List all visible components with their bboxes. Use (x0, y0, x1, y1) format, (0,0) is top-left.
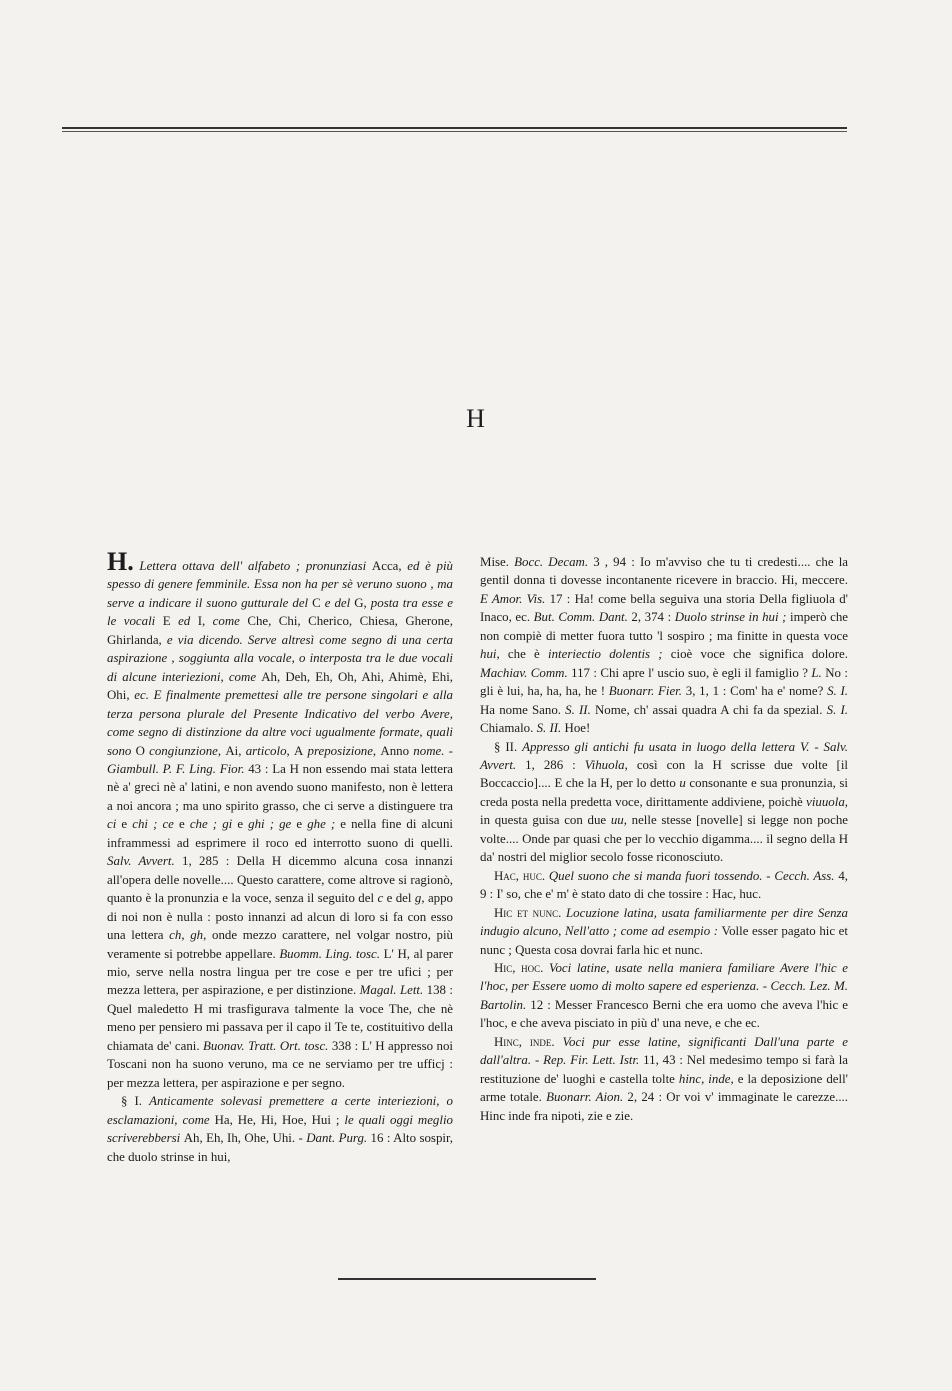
text-run: But. Comm. Dant. (533, 610, 628, 625)
text-run: Machiav. Comm. (480, 665, 568, 680)
text-run: Quel suono che si manda fuori tossendo. - Cecch. Ass. (545, 868, 835, 883)
text-run: § I. (121, 1094, 150, 1109)
text-run: Hinc, inde. (494, 1034, 555, 1049)
text-run: 2, 24 : Or voi v' immaginate le carezze.... Hinc inde fra nipoti, zie e zie. (480, 1090, 848, 1123)
entry-paragraph (480, 867, 848, 904)
text-run: appo di noi non è nulla : posto innanzi ad alcun di loro si fa con esso una lettera (107, 891, 454, 943)
text-run: 338 : L' H appresso noi Toscani non ha suono veruno, ma ce ne serviamo per tre ufficj : per mezza lettera, per aspirazione e per segno. (107, 1038, 453, 1090)
text-run: e (173, 817, 190, 832)
text-run: e via dicendo. Serve altresì come segno di una certa aspirazione , soggiunta alla vocale, o interposta tra le due vocali di alcune interiezioni, come (107, 632, 453, 684)
text-run: e del (383, 891, 415, 906)
text-run: Voci pur esse latine, significanti Dall'una parte e dall'altra. - Rep. Fir. Lett. Istr. (480, 1034, 848, 1068)
text-run: Buonav. Tratt. Ort. tosc. (203, 1038, 329, 1053)
text-run: ghe ; (307, 817, 336, 832)
text-run: Ha, He, Hi, Hoe, Hui ; (214, 1112, 340, 1127)
text-run: preposizione, (303, 743, 381, 758)
text-run: le quali oggi meglio scriverebbersi (107, 1112, 453, 1146)
text-run: 1, 285 : Della H dicemmo alcuna cosa innanzi all'opera delle novelle.... Questo carattere, come altrove si ragionò, quanto è la pronunzia e la voce, senza il seguito del (107, 854, 453, 906)
text-run: Acca, (371, 559, 402, 573)
text-run: congiunzione, (144, 743, 226, 758)
text-run: nelle stesse [novelle] si legge non poche volte.... Onde par quasi che per lo vecchio digamma.... il segno della H da' nostri del miglior secolo fosse riconosciuto. (480, 813, 848, 865)
text-run: 1, 286 : (516, 757, 585, 772)
text-run: consonante e sua pronunzia, si creda posta nella predetta voce, dirittamente addiviene, poichè (480, 776, 848, 809)
text-run: Anticamente solevasi premettere a certe interiezioni, o esclamazioni, come (107, 1094, 453, 1127)
text-run: così con la H scrisse due volte [il Boccaccio].... E che la H, per lo detto (480, 757, 848, 791)
text-run: S. I. (827, 684, 848, 699)
text-run: e nella fine di alcuni inframmessi ad esprimere il roco ed interrotto suono di quelli. (107, 817, 454, 850)
text-run: 3, 1, 1 : Com' ha e' nome? (682, 684, 828, 699)
text-run: onde mezzo carattere, nel volgar nostro, più veramente si potrebbe appellare. (107, 928, 453, 961)
text-run: Salv. Avvert. (107, 854, 175, 869)
text-run: Volle esser pagato hic et nunc ; Questa cosa dovrai farla hic et nunc. (480, 924, 848, 957)
text-run: ghi ; ge (248, 817, 292, 832)
text-run: Appresso gli antichi fu usata in luogo della lettera V. - Salv. Avvert. (480, 739, 849, 772)
text-run: g, (414, 891, 425, 906)
text-run: ec. E finalmente premettesi alle tre persone singolari e alla terza persona plurale del Presente Indicativo del verbo Avere, come segno di distinzione da altre voci ugualmente formate, quali sono (107, 688, 453, 758)
text-run: e (291, 817, 308, 832)
entry-paragraph (480, 1033, 848, 1125)
text-run: 12 : Messer Francesco Berni che era uomo che aveva l'hic e l'hoc, e che aveva pisciato in più d' una neve, e che ec. (480, 997, 848, 1031)
text-run: 4, 9 : I' so, che e' m' è stato dato di che tossire : Hac, huc. (480, 868, 848, 902)
text-run: Buonarr. Fier. (608, 684, 682, 699)
text-run: e (116, 817, 133, 832)
text-run: uu, (610, 813, 627, 828)
section-letter-heading: H (466, 404, 486, 433)
text-run: E (162, 614, 171, 629)
text-run: e (232, 817, 249, 832)
text-run: Locuzione latina, usata familiarmente per dire Senza indugio alcuno, Nell'atto ; come ad esempio : (480, 905, 848, 939)
text-run: viuuola, (806, 794, 848, 809)
text-run: Duolo strinse in hui ; (674, 610, 787, 625)
text-run: cioè voce che significa dolore. (662, 647, 848, 662)
entry-paragraph (480, 904, 848, 959)
text-run: O (135, 743, 145, 758)
text-run: Voci latine, usate nella maniera familiare Avere l'hic e l'hoc, per Essere uomo di molto sapere ed esperienza. - Cecch. Lez. M. Bartolin. (480, 960, 848, 1012)
text-run: che è (499, 647, 549, 662)
text-run: ed è più spesso di genere femminile. Essa non ha per sè veruno suono , ma serve a indicare il suono gutturale del (107, 559, 453, 610)
text-run: u (679, 776, 686, 791)
text-run: C (312, 595, 321, 610)
text-run: 17 : Ha! come bella seguiva una storia Della figliuola d' Inaco, ec. (480, 591, 848, 625)
text-run: 11, 43 : Nel medesimo tempo si farà la restituzione de' luoghi e castella tolte (480, 1053, 849, 1086)
text-run: Hic et nunc. (494, 905, 562, 920)
text-run: e del (320, 595, 355, 610)
text-run: hinc, inde, (678, 1071, 734, 1086)
text-run: Ah, Eh, Ih, Ohe, Uhi. (183, 1131, 296, 1146)
text-run: Che, Chi, Cherico, Chiesa, Gherone, Ghirlanda, (107, 614, 453, 647)
text-run: interiectio dolentis ; (548, 647, 663, 662)
text-run: Lettera ottava dell' alfabeto ; pronunziasi (133, 559, 372, 573)
entry-paragraph (107, 1092, 453, 1166)
text-run: Hac, huc. (494, 868, 546, 883)
text-run: chi ; ce (132, 817, 174, 832)
text-run: Buomm. Ling. tosc. (279, 946, 381, 961)
text-run: No : gli è lui, ha, ha, ha, he ! (480, 665, 848, 699)
text-run: posta tra esse e le vocali (107, 595, 453, 629)
entry-paragraph (107, 547, 454, 1092)
text-run: Hoe! (561, 721, 591, 736)
text-run: Nome, ch' assai quadra A chi fa da spezial. (590, 702, 827, 717)
text-run: imperò che non compiè di metter fuora tutto 'l sospiro ; ma finitte in questa voce (480, 610, 848, 643)
initial-letter: H. (107, 547, 134, 576)
text-run: Ha nome Sano. (480, 702, 566, 717)
text-run: L' H, al parer mio, serve nella nostra lingua per tre cose e per tre ufici ; per mezza lettera, per aspirazione, e per distinzione. (107, 946, 453, 998)
text-run: come (205, 614, 248, 629)
text-run: § II. (494, 739, 523, 754)
text-run: ed (170, 614, 198, 629)
text-run: Vihuola, (584, 757, 628, 772)
text-run: c (377, 891, 384, 906)
entry-paragraph (480, 959, 848, 1033)
text-run: G, (354, 595, 367, 610)
text-run: Ah, Deh, Eh, Oh, Ahi, Ahimè, Ehi, Ohi, (107, 669, 453, 703)
text-run: articolo, (241, 743, 294, 758)
text-run: A (293, 743, 304, 758)
text-run: Ai, (225, 743, 242, 758)
text-run: 138 : Quel maledetto H mi trasfigurava talmente la voce The, che nè meno per pensiero mi passava per il capo il Te te, costituitivo della chiamata de' cani. (107, 983, 453, 1053)
text-run: Bocc. Decam. (514, 555, 589, 569)
top-double-rule (62, 127, 847, 134)
text-run: L. (811, 665, 822, 680)
left-column (107, 547, 454, 1166)
text-run: S. II. (565, 702, 591, 717)
entry-paragraph (480, 738, 848, 867)
text-run: 2, 374 : (627, 610, 675, 625)
right-column (480, 553, 848, 1125)
text-run: - Dant. Purg. (295, 1131, 368, 1146)
text-run: 43 : La H non essendo mai stata lettera nè a' greci nè a' latini, e non avendo suono manifesto, non è lettera a noi ancora ; ma uno spirito grasso, che ci serve a distinguere tra (107, 761, 453, 813)
text-run: S. II. (536, 721, 562, 736)
text-run: hui, (480, 647, 500, 662)
text-run: Hic, hoc. (494, 960, 544, 975)
text-run: Mise. (480, 555, 515, 569)
text-run: Anno (380, 743, 410, 758)
text-run: I, (197, 614, 206, 629)
text-run: 117 : Chi apre l' uscio suo, è egli il famiglio ? (567, 665, 812, 680)
text-run: in questa guisa con due (480, 813, 611, 828)
text-run: Chiamalo. (480, 721, 537, 736)
text-run: Buonarr. Aion. (546, 1090, 624, 1105)
text-run: ci (107, 817, 117, 832)
text-run: S. I. (826, 702, 849, 717)
text-run: Magal. Lett. (359, 983, 424, 998)
text-run: e la deposizione dell' arme totale. (480, 1071, 849, 1105)
bottom-rule (338, 1278, 596, 1280)
text-run: 16 : Alto sospir, che duolo strinse in hui, (107, 1131, 453, 1164)
text-run: nome. - Giambull. P. F. Ling. Fior. (107, 743, 453, 776)
text-run: che ; gi (189, 817, 233, 832)
text-run: 3 , 94 : Io m'avviso che tu ti credesti.... che la gentil donna ti dovesse incontanente ricevere in braccio. Hi, meccere. (480, 555, 849, 588)
text-run: ch, gh, (169, 928, 207, 943)
text-run: E Amor. Vis. (480, 591, 546, 606)
entry-paragraph (480, 553, 848, 738)
